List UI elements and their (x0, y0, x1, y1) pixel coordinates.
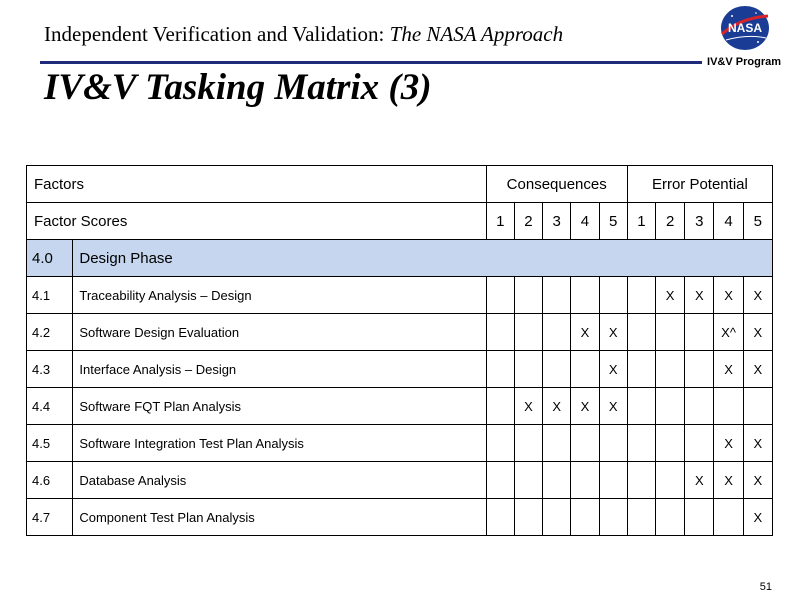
phase-id: 4.0 (27, 240, 73, 277)
error-mark-1 (627, 314, 655, 351)
error-mark-4 (714, 388, 743, 425)
task-name: Software Design Evaluation (73, 314, 486, 351)
consequence-mark-2: X (514, 388, 542, 425)
consequences-label: Consequences (486, 166, 627, 203)
consequence-mark-2 (514, 462, 542, 499)
error-mark-5: X (743, 277, 772, 314)
consequence-mark-1 (486, 499, 514, 536)
task-row (27, 277, 773, 314)
consequence-mark-3 (543, 462, 571, 499)
consequence-mark-4: X (571, 314, 599, 351)
error-mark-4: X (714, 425, 743, 462)
task-id: 4.1 (27, 277, 73, 314)
consequence-mark-2 (514, 314, 542, 351)
error-mark-3 (685, 499, 714, 536)
consequence-score-3: 3 (543, 203, 571, 240)
error-mark-2 (656, 425, 685, 462)
consequence-mark-4 (571, 499, 599, 536)
error-mark-1 (627, 351, 655, 388)
task-row (27, 499, 773, 536)
error-mark-1 (627, 277, 655, 314)
error-mark-3 (685, 314, 714, 351)
phase-row (27, 240, 773, 277)
page-number: 51 (759, 581, 772, 593)
consequence-mark-5: X (599, 351, 627, 388)
error-mark-1 (627, 462, 655, 499)
factor-scores-label: Factor Scores (27, 203, 487, 240)
consequence-mark-4 (571, 425, 599, 462)
consequence-mark-5 (599, 499, 627, 536)
task-id: 4.5 (27, 425, 73, 462)
task-name: Database Analysis (73, 462, 486, 499)
error-mark-4: X (714, 462, 743, 499)
consequence-mark-3 (543, 351, 571, 388)
task-id: 4.7 (27, 499, 73, 536)
consequence-score-5: 5 (599, 203, 627, 240)
error-mark-3 (685, 388, 714, 425)
tasking-matrix (26, 165, 773, 536)
error-mark-4 (714, 499, 743, 536)
error-score-5: 5 (743, 203, 772, 240)
consequence-mark-2 (514, 425, 542, 462)
task-row (27, 425, 773, 462)
factors-label: Factors (27, 166, 487, 203)
consequence-mark-1 (486, 277, 514, 314)
group-header-row (27, 166, 773, 203)
error-mark-3: X (685, 462, 714, 499)
header-rule (40, 61, 702, 64)
score-header-row (27, 203, 773, 240)
consequence-mark-4 (571, 462, 599, 499)
nasa-logo (718, 4, 772, 52)
consequence-mark-5 (599, 462, 627, 499)
deck-title-main: Independent Verification and Validation: (44, 22, 385, 46)
consequence-mark-1 (486, 388, 514, 425)
consequence-mark-2 (514, 499, 542, 536)
task-name: Software FQT Plan Analysis (73, 388, 486, 425)
consequence-mark-1 (486, 314, 514, 351)
consequence-score-1: 1 (486, 203, 514, 240)
error-score-2: 2 (656, 203, 685, 240)
consequence-mark-4 (571, 351, 599, 388)
error-mark-2: X (656, 277, 685, 314)
task-row (27, 351, 773, 388)
error-mark-2 (656, 499, 685, 536)
consequence-mark-4: X (571, 388, 599, 425)
error-mark-1 (627, 388, 655, 425)
error-score-4: 4 (714, 203, 743, 240)
error-mark-4: X (714, 277, 743, 314)
task-row (27, 388, 773, 425)
error-score-3: 3 (685, 203, 714, 240)
task-name: Component Test Plan Analysis (73, 499, 486, 536)
consequence-mark-1 (486, 351, 514, 388)
consequence-mark-3 (543, 425, 571, 462)
error-mark-2 (656, 388, 685, 425)
error-mark-3 (685, 351, 714, 388)
slide-title: IV&V Tasking Matrix (3) (44, 67, 432, 108)
deck-title-italic: The NASA Approach (389, 22, 564, 46)
error-mark-5 (743, 388, 772, 425)
task-name: Software Integration Test Plan Analysis (73, 425, 486, 462)
consequence-score-4: 4 (571, 203, 599, 240)
error-mark-2 (656, 462, 685, 499)
logo-text: NASA (727, 21, 763, 35)
consequence-mark-2 (514, 351, 542, 388)
program-label: IV&V Program (707, 56, 781, 68)
consequence-mark-3 (543, 499, 571, 536)
consequence-mark-2 (514, 277, 542, 314)
error-mark-2 (656, 351, 685, 388)
task-name: Traceability Analysis – Design (73, 277, 486, 314)
consequence-mark-5 (599, 425, 627, 462)
error-mark-4: X^ (714, 314, 743, 351)
error-mark-1 (627, 499, 655, 536)
error-mark-5: X (743, 425, 772, 462)
error-mark-5: X (743, 462, 772, 499)
task-id: 4.3 (27, 351, 73, 388)
task-row (27, 462, 773, 499)
consequence-mark-3: X (543, 388, 571, 425)
error-mark-4: X (714, 351, 743, 388)
error-mark-5: X (743, 314, 772, 351)
task-id: 4.4 (27, 388, 73, 425)
task-name: Interface Analysis – Design (73, 351, 486, 388)
task-id: 4.6 (27, 462, 73, 499)
consequence-mark-5 (599, 277, 627, 314)
error-score-1: 1 (627, 203, 655, 240)
task-row (27, 314, 773, 351)
consequence-score-2: 2 (514, 203, 542, 240)
task-id: 4.2 (27, 314, 73, 351)
error-mark-1 (627, 425, 655, 462)
error-mark-3 (685, 425, 714, 462)
error-potential-label: Error Potential (627, 166, 772, 203)
error-mark-5: X (743, 351, 772, 388)
phase-name: Design Phase (73, 240, 773, 277)
error-mark-3: X (685, 277, 714, 314)
consequence-mark-1 (486, 425, 514, 462)
consequence-mark-5: X (599, 388, 627, 425)
consequence-mark-3 (543, 277, 571, 314)
consequence-mark-5: X (599, 314, 627, 351)
deck-title (44, 22, 563, 47)
consequence-mark-1 (486, 462, 514, 499)
error-mark-5: X (743, 499, 772, 536)
consequence-mark-4 (571, 277, 599, 314)
consequence-mark-3 (543, 314, 571, 351)
error-mark-2 (656, 314, 685, 351)
